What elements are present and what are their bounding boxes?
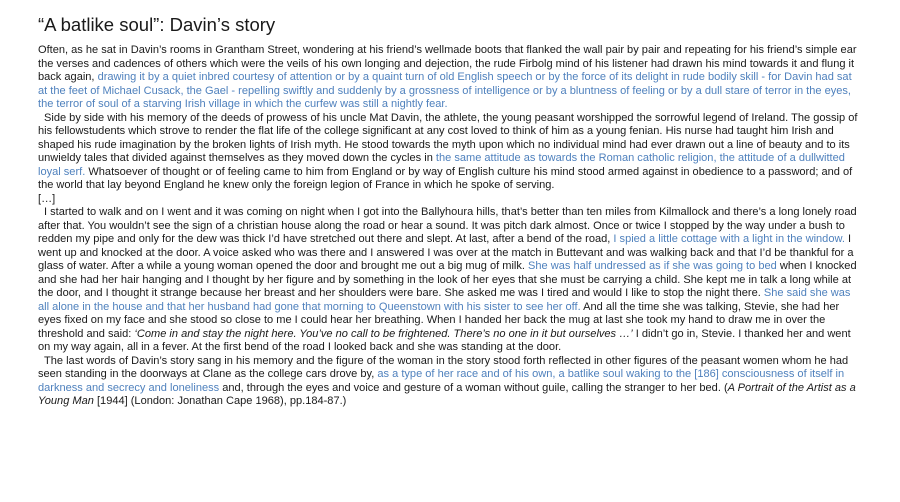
text-run: Side by side with his memory of the deeds of prowess of his uncle Mat Davin, the athlete, the young peasant worshipped the sorrowful legend of Ireland. The gossip of his fellowstudents which strove to render the flat life of the college significant at any cost loved to think of him as a young fenian. His nurse had taught him Irish and shaped his rude imagination by the broken lights of Irish myth. He stood towards the myth upon which no individual mind had ever drawn out a line of beauty and to its unwieldy tales that divided against themselves as they moved down the cycles in <box>38 111 858 165</box>
ellipsis-marker: […] <box>38 192 56 205</box>
text-run: Often, as he sat in Davin’s rooms in Grantham Street, wondering at his friend’s wellmade boots that flanked the wall pair by pair and repeating for his friend’s simple ear the verses and cadences of others which were the veils of his own longing and dejection, the rude Firbolg mind of his listener had drawn his mind towards it and flung it back again, <box>38 44 857 84</box>
document-body <box>38 44 860 409</box>
italic-quote: ‘Come in and stay the night here. You’ve no call to be frightened. There’s no one in it but ourselves …’ <box>134 327 633 340</box>
paragraph-1 <box>38 44 860 112</box>
text-run: And all the time she was talking, Stevie, she had her eyes fixed on my face and she stood so close to me I could hear her breathing. When I handed her back the mug at last she took my hand to draw me in over the threshold and said: <box>38 300 840 340</box>
highlighted-text: the same attitude as towards the Roman catholic religion, the attitude of a dullwitted loyal serf. <box>38 152 845 178</box>
highlighted-text: I spied a little cottage with a light in the window. <box>613 233 845 246</box>
citation-text: [1944] (London: Jonathan Cape 1968), pp.184-87.) <box>93 395 347 408</box>
text-run: I didn’t go in, Stevie. I thanked her and went on my way again, all in a fever. At the first bend of the road I looked back and she was standing at the door. <box>38 327 851 354</box>
paragraph-2 <box>38 112 860 193</box>
paragraph-4 <box>38 355 860 409</box>
highlighted-text: She was half undressed as if she was going to bed <box>528 260 777 273</box>
page-title: “A batlike soul”: Davin’s story <box>38 14 276 35</box>
paragraph-3 <box>38 206 860 355</box>
book-title: A Portrait of the Artist as a Young Man <box>38 381 856 408</box>
text-run: The last words of Davin’s story sang in his memory and the figure of the woman in the story stood forth reflected in other figures of the peasant women whom he had seen standing in the doorways at Clane as the college cars drove by, <box>38 354 849 381</box>
text-run: and, through the eyes and voice and gesture of a woman without guile, calling the stranger to her bed. ( <box>219 381 728 394</box>
highlighted-text: She said she was all alone in the house and that her husband had gone that morning to Queenstown with his sister to see her off. <box>38 287 851 313</box>
text-run: Whatsoever of thought or of feeling came to him from England or by way of English culture his mind stood armed against in obedience to a password; and of the world that lay beyond England he knew only the foreign legion of France in which he spoke of serving. <box>38 165 853 192</box>
highlighted-text: drawing it by a quiet inbred courtesy of attention or by a quaint turn of old English speech or by the force of its delight in rude bodily skill - for Davin had sat at the feet of Michael Cusack, the Gael - repelling swiftly and suddenly by a grossness of intelligence or by a bluntness of feeling or by a dull stare of terror in the eyes, the terror of soul of a starving Irish village in which the curfew was still a nightly fear. <box>38 71 852 111</box>
text-run: I went up and knocked at the door. A voice asked who was there and I answered I was over at the match in Buttevant and was walking back and that I’d be thankful for a glass of water. After a while a young woman opened the door and brought me out a big mug of milk. <box>38 233 854 273</box>
text-run: when I knocked and she had her hair hanging and I thought by her figure and by something in the look of her eyes that she must be carrying a child. She kept me in talk a long while at the door, and I thought it strange because her breast and her shoulders were bare. She asked me was I tired and would I like to stop the night there. <box>38 260 857 300</box>
text-run: I started to walk and on I went and it was coming on night when I got into the Ballyhoura hills, that’s better than ten miles from Kilmallock and there’s a long lonely road after that. You wouldn’t see the sign of a christian house along the road or hear a sound. It was pitch dark almost. Once or twice I stopped by the way under a bush to redden my pipe and only for the dew was thick I’d have stretched out there and slept. At last, after a bend of the road, <box>38 206 857 246</box>
highlighted-text: as a type of her race and of his own, a batlike soul waking to the [186] consciousness of itself in darkness and secrecy and loneliness <box>38 368 845 394</box>
